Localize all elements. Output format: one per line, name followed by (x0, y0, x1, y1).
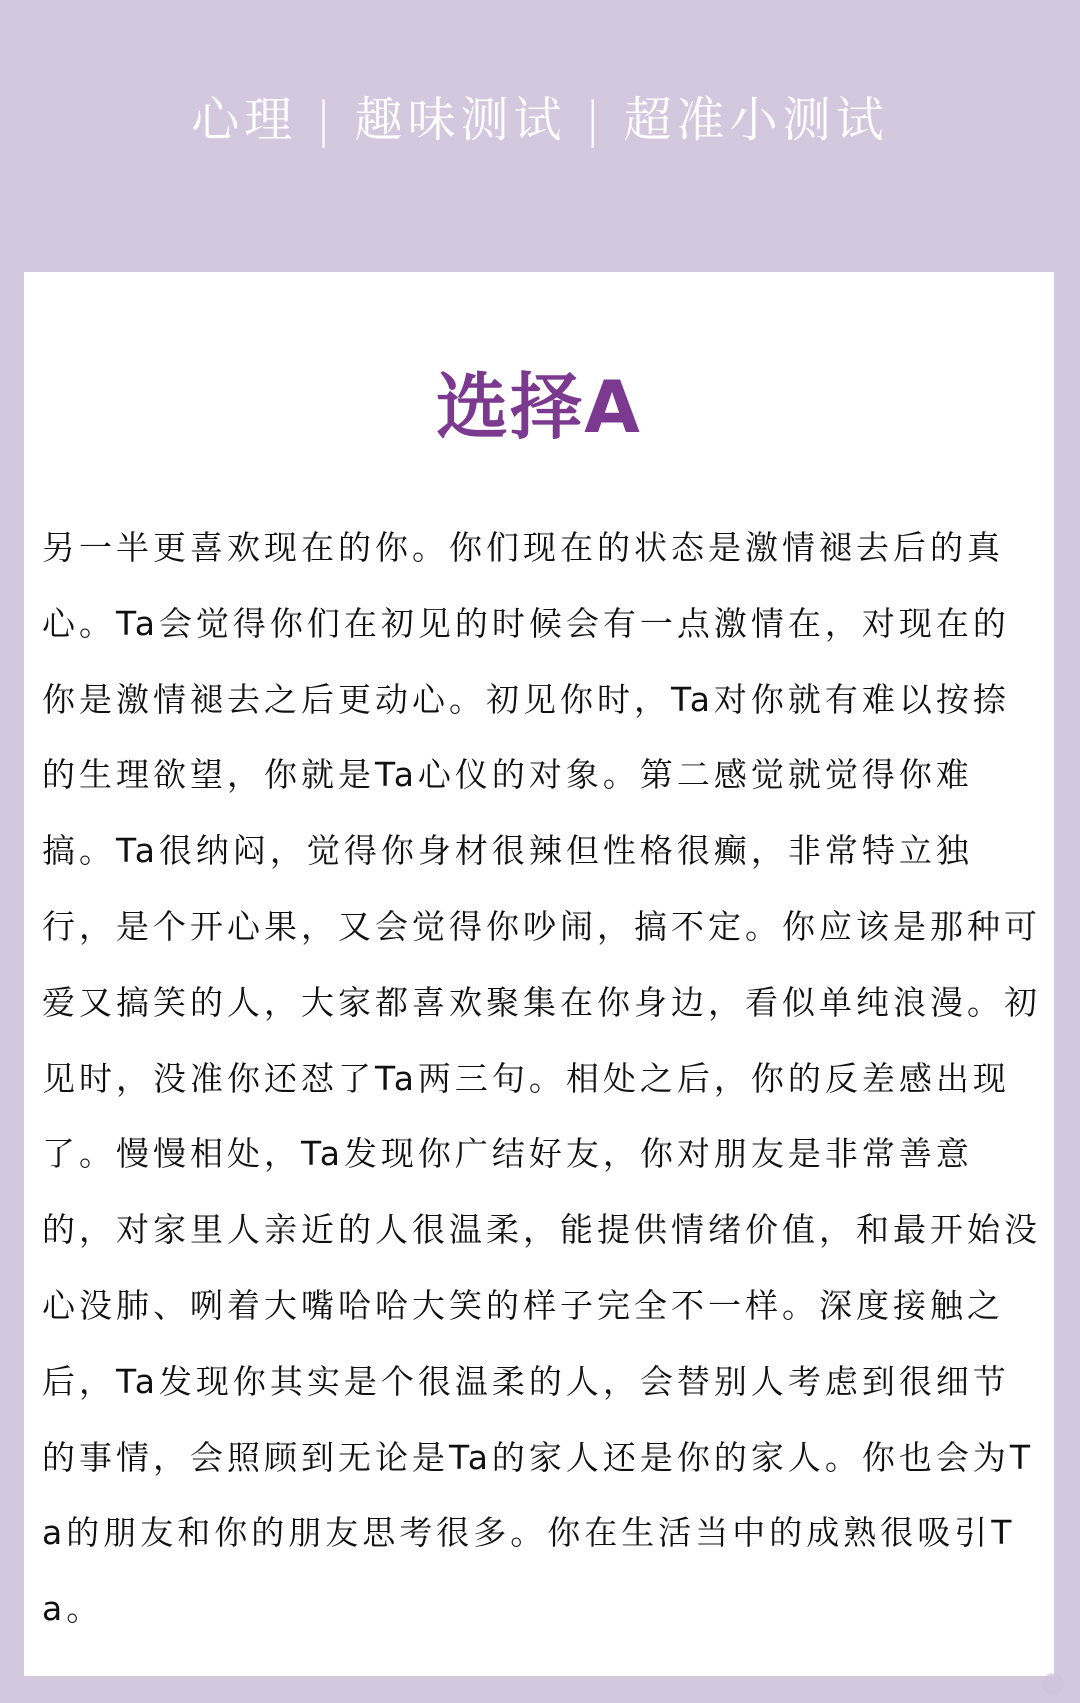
separator: | (315, 92, 337, 148)
separator: | (584, 92, 606, 148)
tag-fun-test: 趣味测试 (354, 92, 567, 148)
tag-psychology: 心理 (191, 92, 298, 148)
tag-accurate-test: 超准小测试 (623, 92, 889, 148)
header-tagline (0, 80, 1080, 160)
result-description: 另一半更喜欢现在的你。你们现在的状态是激情褪去后的真心。Ta会觉得你们在初见的时候会有一点激情在，对现在的你是激情褪去之后更动心。初见你时，Ta对你就有难以按捺的生理欲望，你就是Ta心仪的对象。第二感觉就觉得你难搞。Ta很纳闷，觉得你身材很辣但性格很癫，非常特立独行，是个开心果，又会觉得你吵闹，搞不定。你应该是那种可爱又搞笑的人，大家都喜欢聚集在你身边，看似单纯浪漫。初见时，没准你还怼了Ta两三句。相处之后，你的反差感出现了。慢慢相处，Ta发现你广结好友，你对朋友是非常善意的，对家里人亲近的人很温柔，能提供情绪价值，和最开始没心没肺、咧着大嘴哈哈大笑的样子完全不一样。深度接触之后，Ta发现你其实是个很温柔的人，会替别人考虑到很细节的事情，会照顾到无论是Ta的家人还是你的家人。你也会为Ta的朋友和你的朋友思考很多。你在生活当中的成熟很吸引Ta。 (42, 528, 1041, 1629)
result-card (24, 272, 1054, 1676)
watermark-icon (1042, 1673, 1064, 1695)
result-title: 选择A (436, 365, 642, 449)
